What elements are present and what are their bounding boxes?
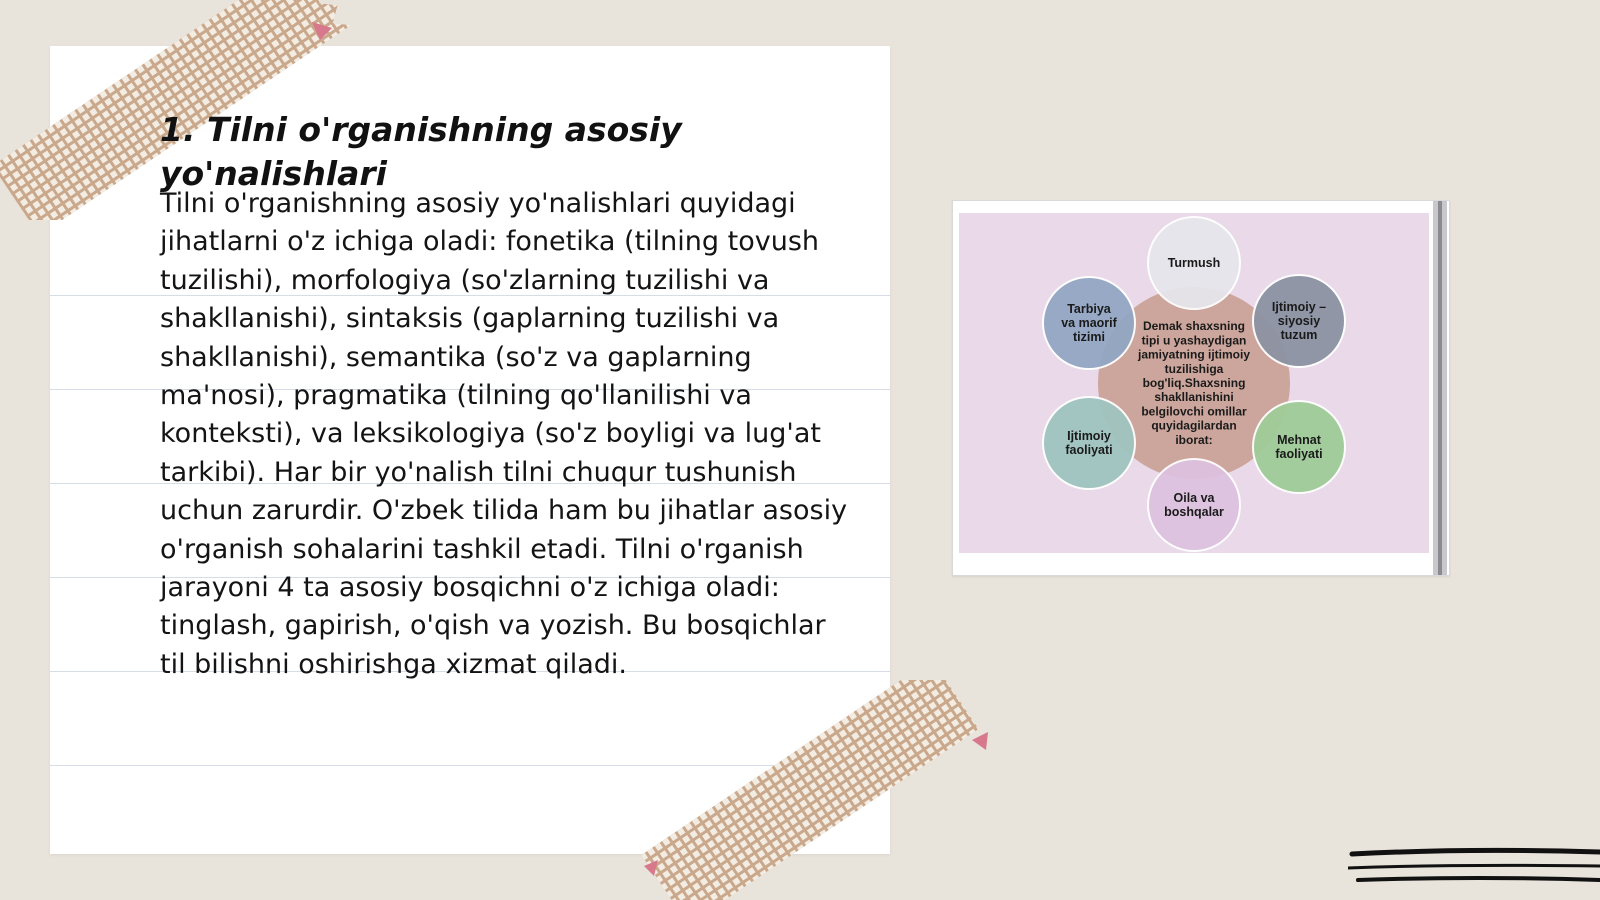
diagram-node-label: Ijtimoiy – xyxy=(1271,300,1327,314)
diagram-center-label: tuzilishiga xyxy=(1164,361,1224,376)
figure-side-bar-line xyxy=(1438,201,1442,575)
diagram-node-label: Tarbiya xyxy=(1067,302,1111,316)
slide-title: 1. Tilni o'rganishning asosiy yo'nalishlari xyxy=(160,110,682,193)
washi-tape-bottom xyxy=(640,680,1000,900)
tape-tip xyxy=(972,732,988,750)
diagram-node-label: faoliyati xyxy=(1065,443,1113,457)
diagram-center-label: belgilovchi omillar xyxy=(1141,404,1247,419)
diagram-node-label: Oila va xyxy=(1173,491,1215,505)
decorative-brush-lines xyxy=(1348,846,1600,886)
diagram-center-label: jamiyatning ijtimoiy xyxy=(1137,347,1251,362)
slide-body-text: Tilni o'rganishning asosiy yo'nalishlari quyidagi jihatlarni o'z ichiga oladi: fonetika (tilning tovush tuzilishi), morfologiya (so'zlarning tuzilishi va shakllanishi), sintaksis (gaplarning tuzilishi va shakllanishi), semantika (so'z va gaplarning ma'nosi), pragmatika (tilning qo'llanilishi va konteksti), va leksikologiya (so'z boyligi va lug'at tarkibi). Har bir yo'nalish tilni chuqur tushunish uchun zarurdir. O'zbek tilida ham bu jihatlar asosiy o'rganish sohalarini tashkil etadi. Tilni o'rganish jarayoni 4 ta asosiy bosqichni o'z ichiga oladi: tinglash, gapirish, o'qish va yozish. Bu bosqichlar til bilishni oshirishga xizmat qiladi. xyxy=(160,188,848,680)
diagram-node-label: boshqalar xyxy=(1164,505,1224,519)
diagram-center-label: Demak shaxsning xyxy=(1142,319,1246,334)
diagram-node-label: Ijtimoiy xyxy=(1067,429,1111,443)
diagram-node-label: Turmush xyxy=(1167,256,1221,270)
diagram-canvas xyxy=(953,201,1449,575)
diagram-node-label: va maorif xyxy=(1061,316,1117,330)
diagram-node-label: siyosiy xyxy=(1277,314,1321,328)
diagram-center-label: quyidagilardan xyxy=(1151,418,1237,433)
diagram-node-label: tizimi xyxy=(1073,330,1105,344)
diagram-figure xyxy=(952,200,1450,576)
diagram-node-label: Mehnat xyxy=(1277,433,1321,447)
diagram-center-label: shakllanishini xyxy=(1154,390,1234,405)
diagram-node-label: tuzum xyxy=(1280,328,1318,342)
diagram-node-label: faoliyati xyxy=(1275,447,1323,461)
diagram-center-label: tipi u yashaydigan xyxy=(1141,333,1247,348)
diagram-center-label: bog'liq.Shaxsning xyxy=(1142,376,1246,390)
diagram-center-label: iborat: xyxy=(1175,432,1213,447)
